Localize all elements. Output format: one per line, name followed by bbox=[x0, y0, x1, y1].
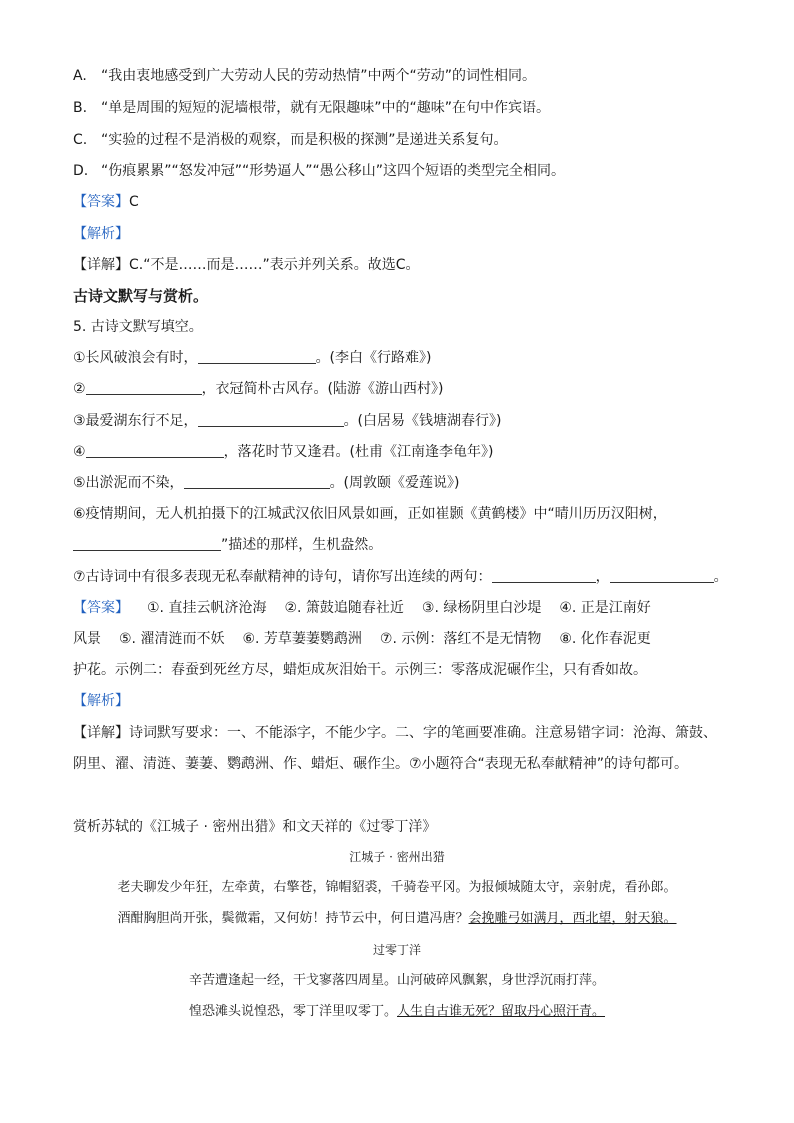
item-text: ①长风破浪会有时， bbox=[73, 350, 198, 366]
item-text: ，落花时节又逢君。(杜甫《江南逢李龟年》) bbox=[223, 444, 494, 460]
analysis-tag: 【解析】 bbox=[73, 693, 129, 709]
detail-tag: 【详解】 bbox=[73, 257, 129, 273]
answer-item: ①. 直挂云帆济沧海 bbox=[147, 600, 267, 616]
answer-blank[interactable] bbox=[492, 567, 596, 583]
detail-text: 诗词默写要求：一、不能添字，不能少字。二、字的笔画要准确。注意易错字词：沧海、箫鼓、 bbox=[129, 725, 717, 741]
q5-item-2 bbox=[73, 379, 444, 399]
item-text: ③最爱湖东行不足， bbox=[73, 413, 198, 429]
answer-blank[interactable] bbox=[198, 411, 344, 427]
q5-item-3 bbox=[73, 411, 502, 431]
q5-item-1 bbox=[73, 348, 432, 368]
option-text: “实验的过程不是消极的观察，而是积极的探测”是递进关系复句。 bbox=[101, 132, 508, 148]
option-label: A. bbox=[73, 68, 87, 84]
answer-item: 风景 bbox=[73, 631, 101, 647]
poem1-title: 江城子 · 密州出猎 bbox=[349, 850, 445, 864]
answer-item: ⑧. 化作春泥更 bbox=[559, 631, 651, 647]
option-d bbox=[73, 161, 565, 181]
poem2-line2 bbox=[0, 1003, 794, 1021]
q4-answer bbox=[73, 192, 139, 212]
q4-detail bbox=[73, 255, 420, 275]
item-text: 。(李白《行路难》) bbox=[315, 350, 432, 366]
answer-item: ⑤. 濯清涟而不妖 bbox=[119, 631, 225, 647]
underlined-poem-text: 人生自古谁无死？留取丹心照汗青。 bbox=[397, 1004, 606, 1019]
poem1-line2 bbox=[0, 910, 794, 928]
answer-blank[interactable] bbox=[184, 473, 330, 489]
item-text: ⑤出淤泥而不染， bbox=[73, 475, 184, 491]
poem2-line1: 辛苦遭逢起一经，干戈寥落四周星。山河破碎风飘絮，身世浮沉雨打萍。 bbox=[188, 973, 605, 988]
answer-item: ④. 正是江南好 bbox=[559, 600, 651, 616]
option-label: D. bbox=[73, 163, 89, 179]
item-text: ⑦古诗词中有很多表现无私奉献精神的诗句，请你写出连续的两句： bbox=[73, 569, 492, 585]
item-text: ② bbox=[73, 381, 86, 397]
q5-item-5 bbox=[73, 473, 460, 493]
option-a bbox=[73, 66, 536, 86]
answer-blank[interactable] bbox=[73, 535, 221, 551]
item-text: 。(白居易《钱塘湖春行》) bbox=[343, 413, 502, 429]
detail-text: C.“不是……而是……”表示并列关系。故选C。 bbox=[129, 257, 420, 273]
q5-answer-line1 bbox=[73, 598, 651, 618]
q5-detail-line2: 阴里、濯、清涟、萋萋、鹦鹉洲、作、蜡炬、碾作尘。⑦小题符合“表现无私奉献精神”的诗句都可。 bbox=[73, 756, 689, 772]
underlined-poem-text: 会挽雕弓如满月，西北望，射天狼。 bbox=[468, 911, 677, 926]
option-c bbox=[73, 130, 508, 150]
answer-value: C bbox=[129, 194, 139, 210]
q5-item-7 bbox=[73, 567, 728, 587]
answer-blank[interactable] bbox=[610, 567, 714, 583]
answer-blank[interactable] bbox=[86, 379, 202, 395]
item-text: ，衣冠简朴古风存。(陆游《游山西村》) bbox=[201, 381, 444, 397]
answer-item: ⑦. 示例：落红不是无情物 bbox=[379, 631, 542, 647]
detail-tag: 【详解】 bbox=[73, 725, 129, 741]
answer-item: ②. 箫鼓追随春社近 bbox=[284, 600, 404, 616]
q5-item-4 bbox=[73, 442, 494, 462]
appreciation-intro: 赏析苏轼的《江城子 · 密州出猎》和文天祥的《过零丁洋》 bbox=[73, 819, 437, 835]
item-text: 。(周敦颐《爱莲说》) bbox=[329, 475, 460, 491]
option-text: “我由衷地感受到广大劳动人民的劳动热情”中两个“劳动”的词性相同。 bbox=[101, 68, 537, 84]
q5-item-6-line1: ⑥疫情期间，无人机拍摄下的江城武汉依旧风景如画，正如崔颢《黄鹤楼》中“晴川历历汉阳树， bbox=[73, 506, 667, 522]
item-text: ”描述的那样，生机盎然。 bbox=[221, 537, 383, 553]
answer-tag: 【答案】 bbox=[73, 600, 129, 616]
q4-analysis bbox=[73, 224, 129, 244]
q5-stem: 5. 古诗文默写填空。 bbox=[73, 319, 203, 335]
option-label: B. bbox=[73, 100, 88, 116]
answer-item: ③. 绿杨阴里白沙堤 bbox=[421, 600, 542, 616]
section-title: 古诗文默写与赏析。 bbox=[73, 287, 209, 305]
option-b bbox=[73, 98, 550, 118]
answer-tag: 【答案】 bbox=[73, 194, 129, 210]
poem2-title: 过零丁洋 bbox=[372, 943, 421, 957]
option-text: “伤痕累累”“怒发冲冠”“形势逼人”“愚公移山”这四个短语的类型完全相同。 bbox=[101, 163, 566, 179]
analysis-tag: 【解析】 bbox=[73, 226, 129, 242]
q5-item-6-line2 bbox=[73, 535, 382, 555]
q5-analysis bbox=[73, 691, 129, 711]
option-label: C. bbox=[73, 132, 88, 148]
poem-text: 酒酣胸胆尚开张，鬓微霜，又何妨！持节云中，何日遣冯唐？ bbox=[117, 911, 469, 926]
poem-text: 惶恐滩头说惶恐，零丁洋里叹零丁。 bbox=[188, 1004, 397, 1019]
answer-blank[interactable] bbox=[198, 348, 316, 364]
item-text: ④ bbox=[73, 444, 86, 460]
answer-blank[interactable] bbox=[86, 442, 224, 458]
item-text: ， bbox=[595, 569, 610, 585]
option-text: “单是周围的短短的泥墙根带，就有无限趣味”中的“趣味”在句中作宾语。 bbox=[101, 100, 551, 116]
poem1-line1: 老夫聊发少年狂，左牵黄，右擎苍，锦帽貂裘，千骑卷平冈。为报倾城随太守，亲射虎，看孙郎。 bbox=[117, 880, 677, 895]
q5-answer-line2 bbox=[73, 629, 651, 649]
item-text: 。 bbox=[713, 569, 728, 585]
q5-answer-line3: 护花。示例二：春蚕到死丝方尽，蜡炬成灰泪始干。示例三：零落成泥碾作尘，只有香如故。 bbox=[73, 662, 647, 678]
answer-item: ⑥. 芳草萋萋鹦鹉洲 bbox=[242, 631, 362, 647]
q5-detail-line1 bbox=[73, 723, 717, 743]
